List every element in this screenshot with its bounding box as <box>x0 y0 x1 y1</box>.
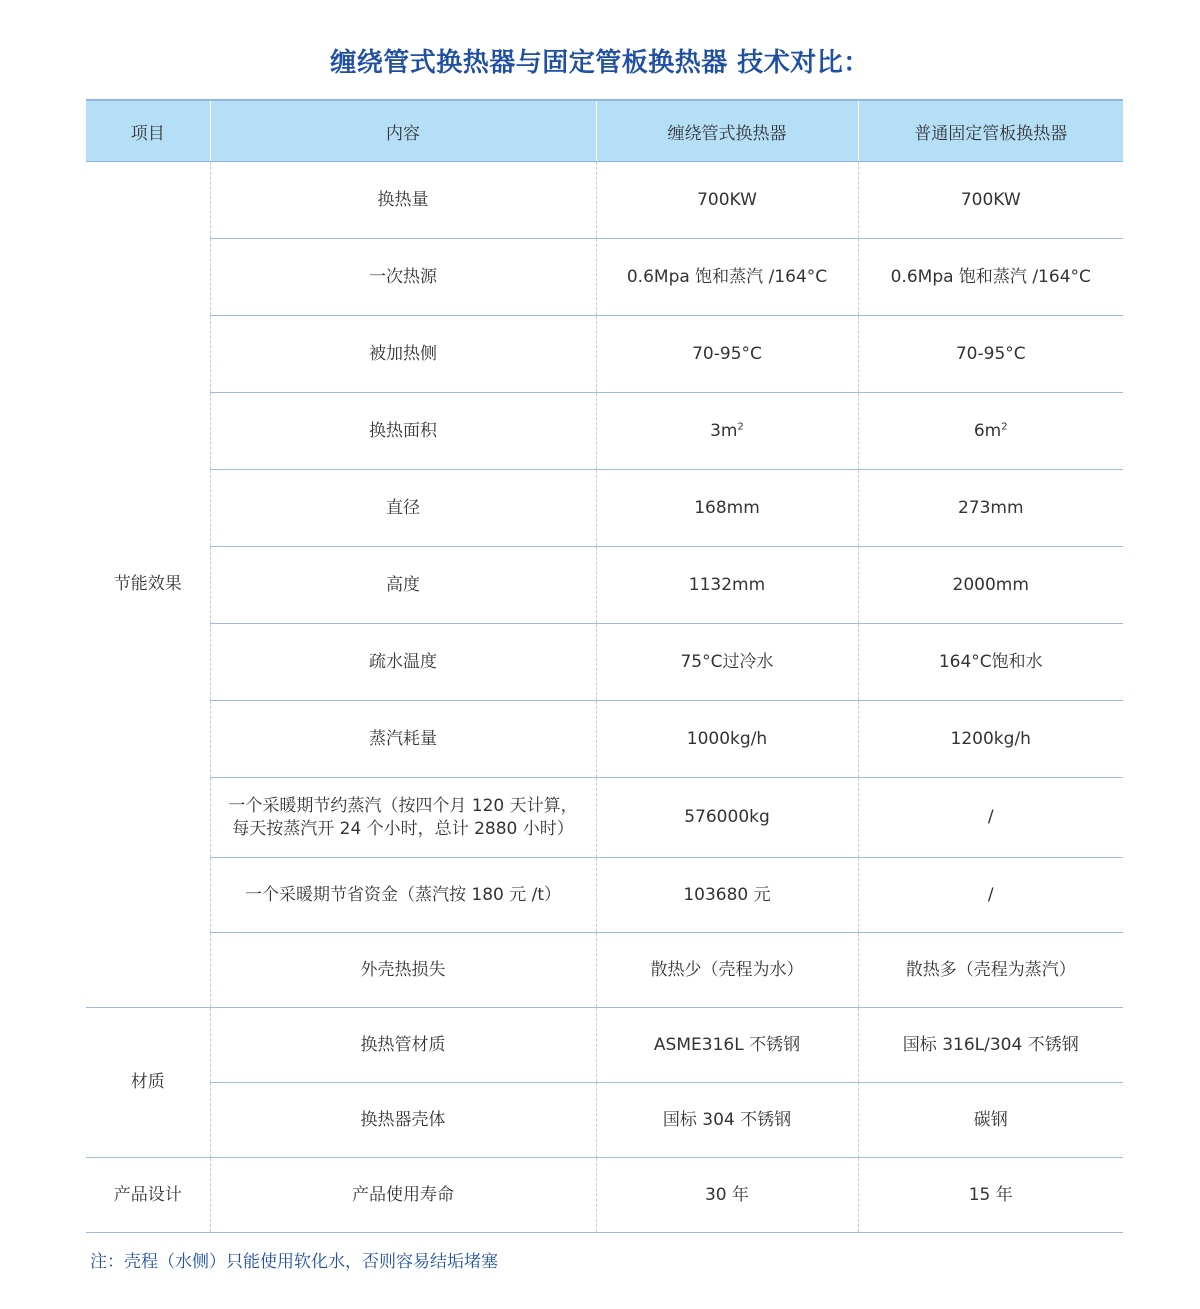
row-label: 换热面积 <box>210 393 596 470</box>
fixed-value: 1200kg/h <box>858 701 1123 778</box>
table-row <box>86 162 1123 239</box>
table-row <box>86 1008 1123 1083</box>
fixed-value: 273mm <box>858 470 1123 547</box>
fixed-value: 散热多（壳程为蒸汽） <box>858 933 1123 1008</box>
fixed-area-exponent: 2 <box>1001 420 1008 432</box>
table-row <box>86 1083 1123 1158</box>
wound-value: 103680 元 <box>596 858 858 933</box>
row-label: 一次热源 <box>210 239 596 316</box>
wound-value: 576000kg <box>596 778 858 858</box>
wound-value: 1000kg/h <box>596 701 858 778</box>
row-label: 产品使用寿命 <box>210 1158 596 1233</box>
row-label: 被加热侧 <box>210 316 596 393</box>
fixed-value: 70-95°C <box>858 316 1123 393</box>
category-material: 材质 <box>86 1008 210 1158</box>
header-fixed-tube: 普通固定管板换热器 <box>858 100 1123 162</box>
row-label: 高度 <box>210 547 596 624</box>
comparison-table <box>86 99 1123 1233</box>
table-row <box>86 239 1123 316</box>
fixed-value: 2000mm <box>858 547 1123 624</box>
row-label: 直径 <box>210 470 596 547</box>
wound-area-exponent: 2 <box>737 420 744 432</box>
fixed-value: / <box>858 778 1123 858</box>
footnote: 注：壳程（水侧）只能使用软化水，否则容易结垢堵塞 <box>90 1252 498 1272</box>
wound-value: 散热少（壳程为水） <box>596 933 858 1008</box>
row-label-line-2: 每天按蒸汽开 24 个小时，总计 2880 小时） <box>232 818 574 839</box>
table-row <box>86 701 1123 778</box>
fixed-value: 0.6Mpa 饱和蒸汽 /164°C <box>858 239 1123 316</box>
table-row <box>86 858 1123 933</box>
fixed-value: / <box>858 858 1123 933</box>
wound-value: 168mm <box>596 470 858 547</box>
table-row <box>86 316 1123 393</box>
row-label: 蒸汽耗量 <box>210 701 596 778</box>
table-header-row <box>86 100 1123 162</box>
row-label: 一个采暖期节省资金（蒸汽按 180 元 /t） <box>210 858 596 933</box>
fixed-area: 6m <box>973 420 1002 441</box>
table-row <box>86 547 1123 624</box>
header-content: 内容 <box>210 100 596 162</box>
wound-value: 1132mm <box>596 547 858 624</box>
fixed-value: 164°C饱和水 <box>858 624 1123 701</box>
wound-value: 0.6Mpa 饱和蒸汽 /164°C <box>596 239 858 316</box>
category-product-design: 产品设计 <box>86 1158 210 1233</box>
row-label <box>210 778 596 858</box>
fixed-value: 国标 316L/304 不锈钢 <box>858 1008 1123 1083</box>
row-label: 换热量 <box>210 162 596 239</box>
fixed-value: 碳钢 <box>858 1083 1123 1158</box>
header-item: 项目 <box>86 100 210 162</box>
row-label: 疏水温度 <box>210 624 596 701</box>
category-energy-saving: 节能效果 <box>86 162 210 1008</box>
table-row <box>86 393 1123 470</box>
table-row <box>86 933 1123 1008</box>
wound-area: 3m <box>710 420 738 441</box>
row-label-line-1: 一个采暖期节约蒸汽（按四个月 120 天计算， <box>228 795 578 816</box>
wound-value: 75°C过冷水 <box>596 624 858 701</box>
fixed-value: 15 年 <box>858 1158 1123 1233</box>
row-label: 外壳热损失 <box>210 933 596 1008</box>
header-wound-tube: 缠绕管式换热器 <box>596 100 858 162</box>
row-label: 换热管材质 <box>210 1008 596 1083</box>
wound-value: ASME316L 不锈钢 <box>596 1008 858 1083</box>
fixed-value: 700KW <box>858 162 1123 239</box>
fixed-value <box>858 393 1123 470</box>
wound-value: 700KW <box>596 162 858 239</box>
wound-value <box>596 393 858 470</box>
wound-value: 30 年 <box>596 1158 858 1233</box>
page-title: 缠绕管式换热器与固定管板换热器 技术对比： <box>330 48 870 78</box>
table-row <box>86 470 1123 547</box>
wound-value: 国标 304 不锈钢 <box>596 1083 858 1158</box>
table-row <box>86 778 1123 858</box>
table-row <box>86 1158 1123 1233</box>
row-label: 换热器壳体 <box>210 1083 596 1158</box>
table-row <box>86 624 1123 701</box>
wound-value: 70-95°C <box>596 316 858 393</box>
